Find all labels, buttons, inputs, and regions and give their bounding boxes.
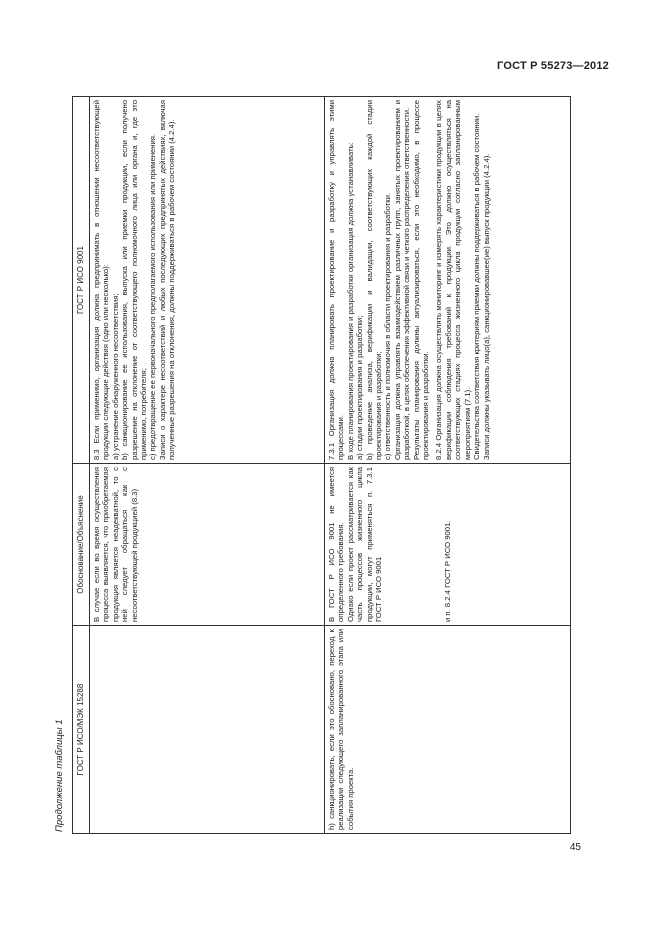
cell-text: Организация должна управлять взаимодействием различных групп, занятых проектированием и разработкой, в целях обеспечения эффективной связи и четкого распределения ответственности. [392, 100, 412, 460]
cell-text: a) стадии проектирования и разработки; [355, 315, 365, 460]
cell-text: c) предотвращение ее первоначального предполагаемого использования или применения. [148, 133, 158, 460]
cell-text: b) проведение анализа, верификации и валидации, соответствующих каждой стадии проектирования и разработки; [364, 100, 384, 460]
cell-text: В случае если во время осуществления процесса выявляется, что приобретаемая продукция является неадекватной, то с ней следует обращаться как с несоответствующей продукцией (8.3) [92, 467, 139, 622]
row2-col-9001 [325, 97, 571, 464]
cell-text: 7.3.1 Организация должна планировать проектирование и разработку и управлять этими процессами. [327, 100, 346, 460]
row1-col-15288 [90, 626, 325, 834]
table-row [325, 97, 571, 834]
cell-text: В ходе планирования проектирования и разработки организация должна устанавливать: [345, 142, 355, 460]
cell-text: b) санкционирование ее использования, выпуска или приемки продукции, если получено разрешение на отклонение от соответствующего полномочного лица или органа и, где это применимо, потребителя; [120, 100, 149, 460]
table-row [90, 97, 325, 834]
row1-col-rationale [90, 464, 325, 626]
column-header-rationale: Обоснование/Объяснение [73, 464, 90, 626]
rotated-table-region [50, 97, 571, 834]
cell-text: c) ответственность и полномочия в области проектирования и разработки. [383, 192, 393, 460]
cell-text: Записи должны указывать лицо(а), санкционировавшее(ие) выпуск продукции (4.2.4). [481, 153, 491, 460]
comparison-table [72, 96, 571, 834]
page-number: 45 [569, 842, 581, 853]
cell-text: 8.2.4 Организация должна осуществлять мониторинг и измерять характеристики продукции в целях верификации соблюдения требований к продукции. Это должно осуществляться на соответствующих стадиях процесса жизненного цикла продукции согласно запланированным мероприятиям (7.1). [434, 100, 472, 460]
cell-text: Однако если проект рассматривается как часть процессов жизненного цикла продукции, могут применяться п. 7.3.1 ГОСТ Р ИСО 9001 [345, 467, 384, 622]
cell-text: 8.3 Если применимо, организация должна предпринимать в отношении несоответствующей продукции следующие действия (одно или несколько): [92, 100, 111, 460]
cell-text: h) санкционировать, если это обосновано, переход к реализации следующего запланированного этапа или события проекта. [327, 629, 355, 830]
document-code: ГОСТ Р 55273—2012 [497, 60, 609, 72]
row2-col-15288 [325, 626, 571, 834]
cell-text: Результаты планирования должны актуализироваться, если это необходимо, в процессе проектирования и разработки. [411, 100, 431, 460]
cell-text: Свидетельства соответствия критериям приемки должны поддерживаться в рабочем состоянии. [472, 113, 482, 460]
cell-text: В ГОСТ Р ИСО 9001 не имеется определенного требования. [327, 467, 346, 622]
cell-text: и п. 8.2.4 ГОСТ Р ИСО 9001. [443, 520, 453, 622]
column-header-15288: ГОСТ Р ИСО/МЭК 15288 [73, 626, 90, 834]
cell-text: Записи о характере несоответствий и любых последующих предпринятых действиях, включая полученные разрешения на отклонения, должны поддерживаться в рабочем состоянии (4.2.4). [157, 100, 177, 460]
table-header-row [73, 97, 90, 834]
row2-col-rationale [325, 464, 571, 626]
column-header-9001: ГОСТ Р ИСО 9001 [73, 97, 90, 464]
cell-text: a) устранение обнаруженного несоответствия; [110, 293, 120, 460]
row1-col-9001 [90, 97, 325, 464]
table-continuation-label: Продолжение таблицы 1 [54, 719, 65, 832]
